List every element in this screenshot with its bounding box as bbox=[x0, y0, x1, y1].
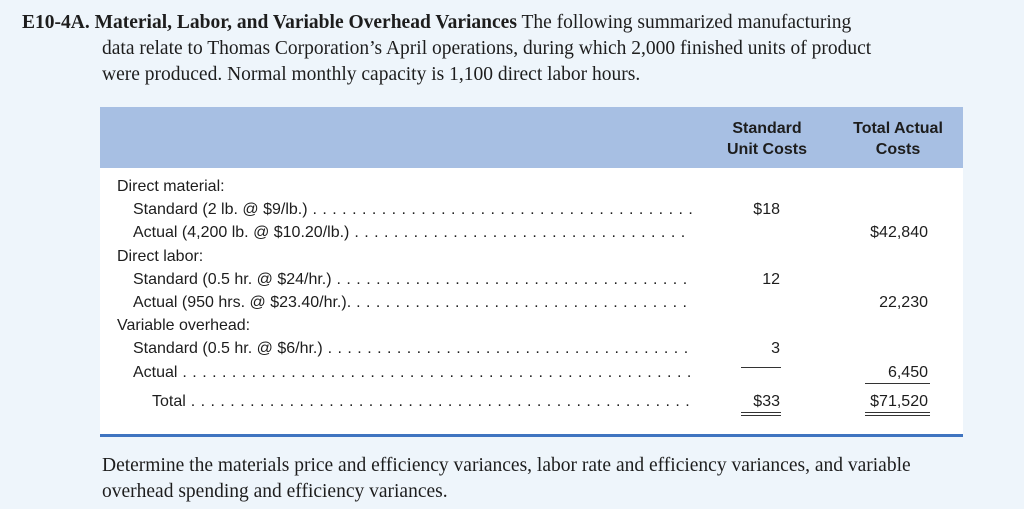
standard-value: 3 bbox=[771, 340, 780, 358]
table-row bbox=[100, 221, 963, 244]
row-label: Actual . . . bbox=[133, 361, 692, 384]
table-row bbox=[100, 268, 963, 291]
header-standard-line1: Standard bbox=[732, 120, 802, 137]
problem-line-1 bbox=[22, 12, 851, 33]
total-double-rule-standard bbox=[741, 412, 781, 416]
total-standard-value: $33 bbox=[753, 392, 780, 410]
problem-statement bbox=[22, 10, 982, 88]
actual-value: 22,230 bbox=[879, 293, 928, 311]
row-label: Variable overhead: bbox=[117, 317, 251, 335]
total-actual-value: $71,520 bbox=[870, 392, 928, 410]
subtotal-rule-actual bbox=[865, 383, 930, 384]
standard-value: 12 bbox=[762, 270, 780, 288]
problem-title: Material, Labor, and Variable Overhead Variances bbox=[94, 12, 517, 33]
header-standard-line2: Unit Costs bbox=[727, 141, 807, 158]
actual-value: $42,840 bbox=[870, 224, 928, 242]
table-row bbox=[100, 314, 963, 337]
row-label: Direct material: bbox=[117, 178, 225, 195]
row-label: Direct labor: bbox=[117, 247, 204, 265]
header-total-actual-costs bbox=[836, 118, 960, 160]
table-row bbox=[100, 175, 963, 198]
header-actual-line2: Costs bbox=[875, 141, 921, 158]
table-row bbox=[100, 245, 963, 268]
table-header bbox=[100, 107, 963, 168]
table-row bbox=[100, 361, 963, 384]
table-row bbox=[100, 291, 963, 314]
header-actual-line1: Total Actual bbox=[853, 120, 943, 137]
question-line-2: overhead spending and efficiency variances. bbox=[102, 481, 448, 502]
table-bottom-rule bbox=[100, 434, 963, 437]
question-text bbox=[102, 453, 982, 505]
table-body bbox=[100, 175, 963, 413]
row-label: Standard (2 lb. @ $9/lb.) . . . bbox=[133, 198, 692, 221]
question-line-1: Determine the materials price and efficiency variances, labor rate and efficiency variances, and variable bbox=[102, 455, 911, 476]
problem-text-2: data relate to Thomas Corporation’s April operations, during which 2,000 finished units of product bbox=[102, 38, 872, 59]
row-label: Actual (4,200 lb. @ $10.20/lb.) . . . bbox=[133, 221, 692, 244]
problem-number: E10-4A. bbox=[22, 12, 90, 33]
problem-text-1: The following summarized manufacturing bbox=[521, 12, 852, 33]
row-label: Actual (950 hrs. @ $23.40/hr.). . . . bbox=[133, 291, 692, 314]
row-label: Standard (0.5 hr. @ $6/hr.) . . . bbox=[133, 337, 692, 360]
header-standard-unit-costs bbox=[712, 118, 822, 160]
table-row bbox=[100, 337, 963, 360]
actual-value: 6,450 bbox=[887, 363, 928, 381]
table-row bbox=[100, 198, 963, 221]
row-label: Standard (0.5 hr. @ $24/hr.) . . . bbox=[133, 268, 692, 291]
standard-value: $18 bbox=[753, 201, 780, 219]
table-row bbox=[100, 390, 963, 413]
problem-text-3: were produced. Normal monthly capacity is 1,100 direct labor hours. bbox=[102, 64, 641, 85]
total-double-rule-actual bbox=[865, 412, 930, 416]
row-label: Total . . . bbox=[152, 390, 692, 413]
